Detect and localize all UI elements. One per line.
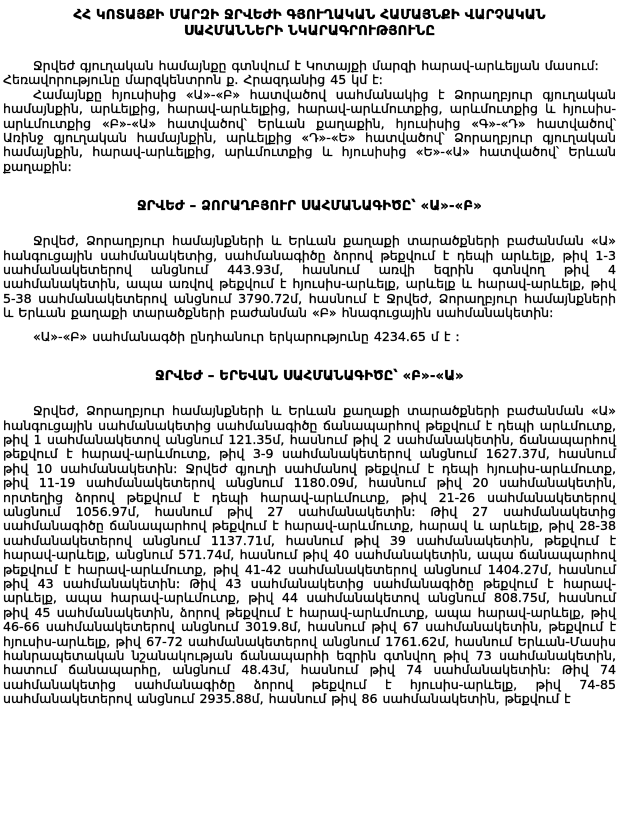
document-title: ՀՀ ԿՈՏԱՅՔԻ ՄԱՐԶԻ ՋՐՎԵԺԻ ԳՅՈՒՂԱԿԱՆ ՀԱՄԱՅՆՔԻ ՎԱՐՉԱԿԱՆ ՍԱՀՄԱՆՆԵՐԻ ՆԿԱՐԱԳՐՈՒԹՅՈՒՆԸ <box>73 8 546 39</box>
intro-neighbors-paragraph: Համայնքը հյուսիսից «Ա»-«Բ» հատվածով սահմանակից է Ձորաղբյուր գյուղական համայնքին, արևելքից, հարավ-արևելքից, հարավ-արևմուտքից, արևմուտքից և հյուսիս-արևմուտքից «Բ»-«Ա» հատվածով՝ Երևան քաղաքին, հյուսիսից «Գ»-«Դ» հատվածով՝ Առինջ գյուղական համայնքին, արևելքից «Դ»-«Ե» հատվածով՝ Ձորաղբյուր գյուղական համայնքին, հարավ-արևելքից, արևմուտքից և հյուսիսից «Ե»-«Ա» հատվածով՝ Երևան քաղաքին: <box>3 86 616 174</box>
section-jrvezh-dzoraghbyur-total-length: «Ա»-«Բ» սահմանագծի ընդհանուր երկարությունը 4234.65 մ է : <box>33 328 460 344</box>
section-jrvezh-dzoraghbyur-paragraph: Ջրվեժ, Ձորաղբյուր համայնքների և Երևան քաղաքի տարածքների բաժանման «Ա» հանգուցային սահմանակետից, սահմանագիծը ձորով թեքվում է դեպի արևելք, թիվ 1-3 սահմանակետերով անցնում 443.93մ, հասնում առվի եզրին գտնվող թիվ 4 սահմանակետին, ապա առվով թեքվում է հյուսիս-արևելք, արևելք և հարավ-արևելք, թիվ 5-38 սահմանակետերով անցնում 3790.72մ, հասնում է Ջրվեժ, Ձորաղբյուր համայնքների և Երևան քաղաքի տարածքների բաժանման «Բ» հնագուցային սահմանակետին: <box>3 233 616 321</box>
intro-location-paragraph: Ջրվեժ գյուղական համայնքը գտնվում է Կոտայքի մարզի հարավ-արևելյան մասում: <box>33 58 599 73</box>
section-jrvezh-yerevan-heading: ՋՐՎԵԺ – ԵՐԵՎԱՆ ՍԱՀՄԱՆԱԳԻԾԸ՝ «Բ»-«Ա» <box>155 369 464 385</box>
section-jrvezh-yerevan-paragraph: Ջրվեժ, Ձորաղբյուր համայնքների և Երևան քաղաքի տարածքների բաժանման «Ա» հանգուցային սահմանակետից սահմանագիծը ճանապարհով թեքվում է դեպի արևմուտք, թիվ 1 սահմանակետով անցնում 121.35մ, հասնում թիվ 2 սահմանակետին, ճանապարհով թեքվում է հարավ-արևմուտք, թիվ 3-9 սահմանակետերով անցնում 1627.37մ, հասնում թիվ 10 սահմանակետին: Ջրվեժ գյուղի սահմանով թեքվում է դեպի հյուսիս-արևմուտք, թիվ 11-19 սահմանակետերով անցնում 1180.09մ, հասնում թիվ 20 սահմանակետին, որտեղից ձորով թեքվում է դեպի հարավ-արևմուտք, թիվ 21-26 սահմանակետերով անցնում 1056.97մ, հասնում թիվ 27 սահմանակետին: Թիվ 27 սահմանակետից սահմանագիծը ճանապարհով թեքվում է հարավ-արևմուտք, հարավ և արևելք, թիվ 28-38 սահմանակետերով անցնում 1137.71մ, հասնում թիվ 39 սահմանակետին, թեքվում է հարավ-արևելք, անցնում 571.74մ, հասնում թիվ 40 սահմանակետին, ապա ճանապարհով թեքվում է հարավ-արևմուտք, թիվ 41-42 սահմանակետերով անցնում 1404.27մ, հասնում թիվ 43 սահմանակետին: Թիվ 43 սահմանակետից սահմանագիծը թեքվում է հարավ-արևելք, ապա հարավ-արևմուտք, թիվ 44 սահմանակետով անցնում 808.75մ, հասնում թիվ 45 սահմանակետին, ձորով թեքվում է հարավ-արևմուտք, ապա հարավ-արևելք, թիվ 46-66 սահմանակետերով անցնում 3019.8մ, հասնում թիվ 67 սահմանակետին, թեքվում է հյուսիս-արևելք, թիվ 67-72 սահմանակետերով անցնում 1761.62մ, հասնում Երևան-Մասիս հանրապետական նշանակության ճանապարհի եզրին գտնվող թիվ 73 սահմանակետին, հատում ճանապարհը, անցնում 48.43մ, հասնում թիվ 74 սահմանակետին: Թիվ 74 սահմանակետից սահմանագիծը ձորով թեքվում է հյուսիս-արևելք, թիվ 74-85 սահմանակետերով անցնում 2935.88մ, հասնում թիվ 86 սահմանակետին, թեքվում է <box>3 403 616 707</box>
section-jrvezh-dzoraghbyur-heading: ՋՐՎԵԺ – ՁՈՐԱՂԲՅՈՒՐ ՍԱՀՄԱՆԱԳԻԾԸ՝ «Ա»-«Բ» <box>137 199 482 215</box>
intro-distance-paragraph: Հեռավորությունը մարզկենտրոն ք. Հրազդանից 45 կմ է: <box>3 72 383 88</box>
